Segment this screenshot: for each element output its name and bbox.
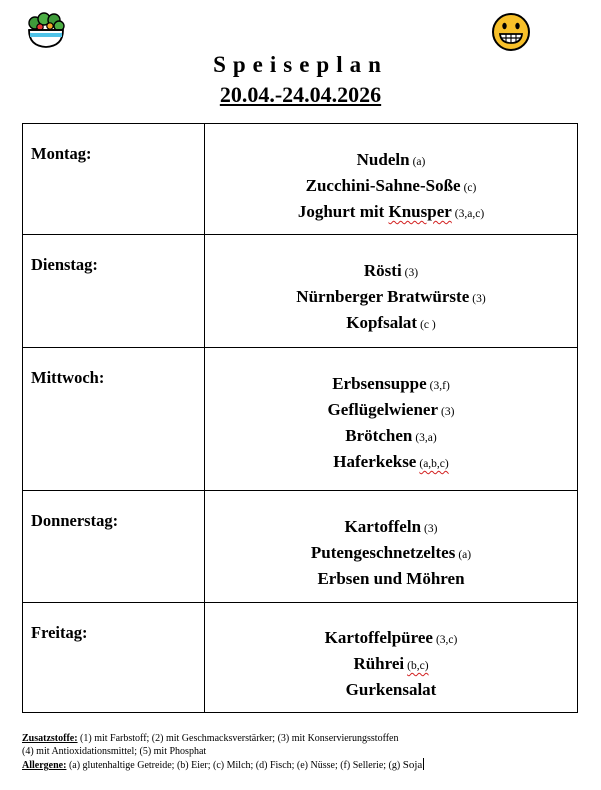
table-row: [23, 603, 578, 713]
dish-code: (3,a): [415, 432, 437, 444]
table-row: [23, 491, 578, 603]
dish-name-flagged: Knusper: [388, 202, 452, 221]
dish-name: Kartoffelpüree: [324, 628, 433, 647]
dish: [205, 398, 577, 424]
dish: [205, 148, 577, 174]
dish-code: (c ): [420, 319, 436, 331]
dish-code-flagged: (a,b,c): [419, 458, 449, 470]
day-cell: [23, 124, 205, 235]
dish-code: (a): [458, 549, 472, 561]
day-cell: [23, 348, 205, 491]
menu-cell: [205, 235, 578, 348]
dish-name: Erbsensuppe: [332, 374, 427, 393]
salad-bowl-icon: [26, 12, 66, 50]
dish-name: Joghurt mit: [297, 202, 389, 221]
dish: [205, 541, 577, 567]
menu-cell: [205, 603, 578, 713]
dish-code: (c): [463, 182, 477, 194]
dish-name: Rührei: [353, 654, 405, 673]
grinning-face-icon: [491, 12, 531, 52]
day-label: Freitag:: [31, 623, 88, 642]
dish-name: Nudeln: [356, 150, 410, 169]
dish-code: (3): [424, 523, 438, 535]
dish-code: (3,c): [435, 634, 458, 646]
day-cell: [23, 235, 205, 348]
day-label: Donnerstag:: [31, 511, 119, 530]
additives-text: (1) mit Farbstoff; (2) mit Geschmacksverstärker; (3) mit Konservierungsstoffen: [80, 733, 399, 744]
dish: [205, 515, 577, 541]
day-cell: [23, 603, 205, 713]
menu-cell: [205, 348, 578, 491]
allergens-text: (a) glutenhaltige Getreide; (b) Eier; (c) Milch; (d) Fisch; (e) Nüsse; (f) Sellerie; (g): [68, 760, 401, 771]
dish: [205, 626, 577, 652]
legend-footer: [22, 732, 582, 772]
menu-cell: [205, 491, 578, 603]
additives-line-2: (4) mit Antioxidationsmittel; (5) mit Phosphat: [22, 746, 207, 757]
dish-name: Geflügelwiener: [327, 400, 439, 419]
dish: [205, 678, 577, 701]
dish: [205, 372, 577, 398]
dish: [205, 424, 577, 450]
dish-name: Putengeschnetzeltes: [310, 543, 456, 562]
dish-code: (a): [412, 156, 426, 168]
dish-code: (3,f): [429, 380, 450, 392]
text-cursor: [423, 758, 424, 770]
dish: [205, 311, 577, 337]
day-label: Mittwoch:: [31, 368, 105, 387]
additives-line: [22, 732, 582, 745]
dish-name: Erbsen und Möhren: [317, 569, 465, 588]
table-row: [23, 124, 578, 235]
allergens-label: Allergene:: [22, 760, 67, 771]
dish-name: Haferkekse: [333, 452, 417, 471]
dish-name: Nürnberger Bratwürste: [296, 287, 470, 306]
dish: [205, 285, 577, 311]
page-title: Speiseplan: [213, 52, 388, 77]
dish-name: Zucchini-Sahne-Soße: [305, 176, 461, 195]
dish-name: Gurkensalat: [345, 680, 437, 699]
day-label: Dienstag:: [31, 255, 98, 274]
dish: [205, 259, 577, 285]
dish: [205, 200, 577, 226]
dish: [205, 652, 577, 678]
table-row: [23, 235, 578, 348]
dish-name: Kartoffeln: [344, 517, 422, 536]
dish: [205, 567, 577, 590]
table-row: [23, 348, 578, 491]
menu-table: [22, 123, 578, 713]
menu-cell: [205, 124, 578, 235]
dish-code: (3,a,c): [454, 208, 485, 220]
dish-code: (3): [472, 293, 486, 305]
date-range: 20.04.-24.04.2026: [219, 82, 382, 107]
additives-label: Zusatzstoffe:: [22, 733, 78, 744]
allergens-last: Soja: [402, 759, 423, 771]
dish-code: (3): [441, 406, 455, 418]
dish-code: (3): [404, 267, 419, 279]
dish-name: Kopfsalat: [346, 313, 418, 332]
allergens-line: [22, 758, 582, 772]
day-cell: [23, 491, 205, 603]
day-label: Montag:: [31, 144, 92, 163]
dish: [205, 450, 577, 476]
dish-code-flagged: (b,c): [407, 660, 429, 672]
dish-name: Rösti: [363, 261, 402, 280]
dish: [205, 174, 577, 200]
dish-name: Brötchen: [345, 426, 413, 445]
